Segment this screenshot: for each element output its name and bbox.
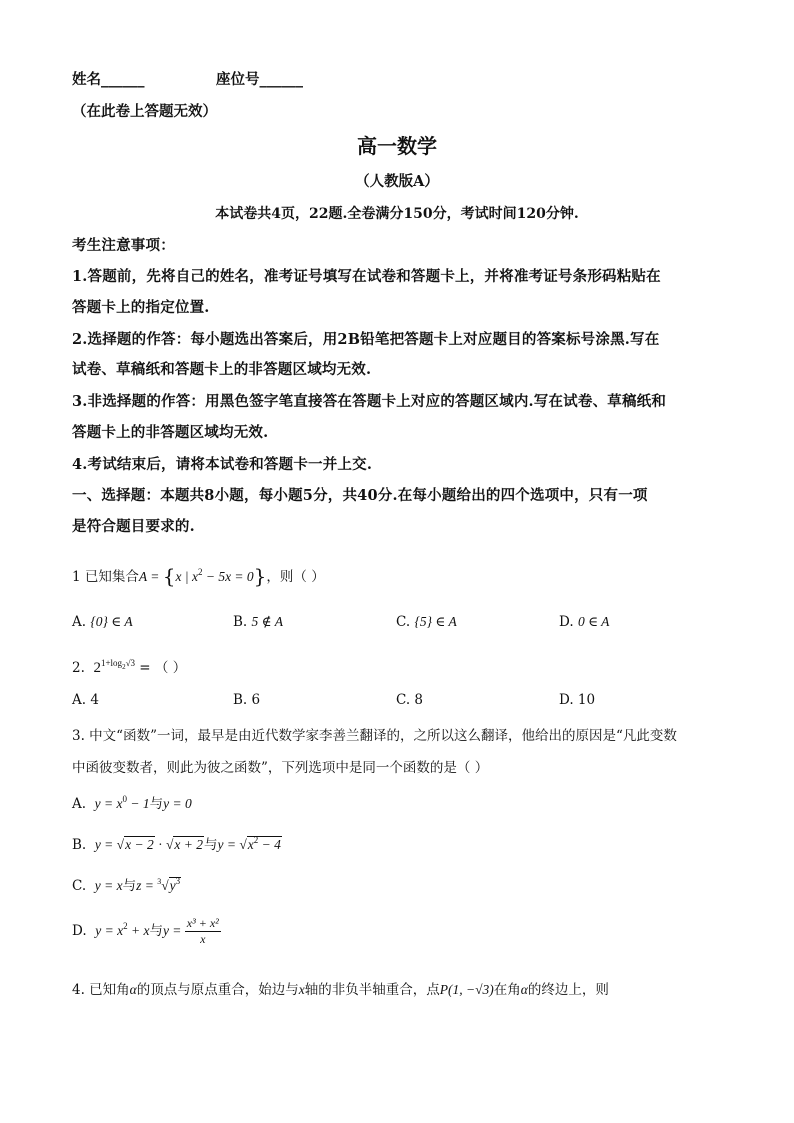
question-2-option-c: C. 8 — [396, 692, 424, 708]
exam-summary: 本试卷共4页，22题.全卷满分150分，考试时间120分钟. — [215, 206, 579, 222]
notice-item-4: 4.考试结束后，请将本试卷和答题卡一并上交. — [72, 456, 373, 473]
invalid-answer-note: （在此卷上答题无效） — [72, 103, 217, 120]
section-1-heading: 一、选择题：本题共8小题，每小题5分，共40分.在每小题给出的四个选项中，只有一项 — [72, 487, 648, 504]
question-3-option-c: C. y = x与$z = ^3√y^3$ — [72, 876, 181, 894]
seat-field-label: 座位号______ — [216, 71, 303, 88]
fraction: $\frac{\text{x³ + x²}}{x}$ — [186, 916, 219, 946]
notice-item-2: 2.选择题的作答：每小题选出答案后，用2B铅笔把答题卡上对应题目的答案标号涂黑.写在 — [72, 331, 660, 348]
question-2-option-a: A. 4 — [72, 692, 99, 708]
question-1-option-d: D. 0 ∈ A — [559, 614, 610, 630]
notice-item-1: 1.答题前，先将自己的姓名，准考证号填写在试卷和答题卡上，并将准考证号条形码粘贴在 — [72, 268, 661, 285]
question-3-option-d: D. $y = x^2 + x$与y = $\frac{\text{x³ + x²}}{x}$ — [72, 916, 219, 946]
notice-item-2-cont: 试卷、草稿纸和答题卡上的非答题区域均无效. — [72, 361, 372, 378]
question-1-option-a: A. {0} ∈ A — [72, 614, 133, 630]
notice-item-1-cont: 答题卡上的指定位置. — [72, 299, 210, 316]
question-3-stem-cont: 中函彼变数者，则此为彼之函数”，下列选项中是同一个函数的是（ ） — [72, 760, 489, 776]
exam-title: 高一数学 — [357, 134, 437, 158]
name-field-label: 姓名______ — [72, 71, 145, 88]
notice-item-3-cont: 答题卡上的非答题区域均无效. — [72, 424, 269, 441]
question-1-stem: 1 已知集合A = {x | $x^2 - 5x = 0$}，则（ ） — [72, 564, 325, 588]
section-1-heading-cont: 是符合题目要求的. — [72, 518, 195, 535]
question-4-stem: 4. 已知角α的顶点与原点重合，始边与x轴的非负半轴重合，点P(1, −√3)在角α的终边上，则 — [72, 982, 609, 998]
question-3-stem: 3. 中文“函数”一词，最早是由近代数学家李善兰翻译的，之所以这么翻译，他给出的原因是“凡此变数 — [72, 728, 677, 744]
question-3-option-a: A. $y = x^0 - 1$与y = 0 — [72, 794, 192, 812]
question-2-stem: 2. $2^{1+log2√3}$ = （ ） — [72, 658, 187, 676]
question-3-option-b: B. y = √x − 2 · √x + 2与$y = √x^2 - 4$ — [72, 835, 281, 853]
notice-item-3: 3.非选择题的作答：用黑色签字笔直接答在答题卡上对应的答题区域内.写在试卷、草稿纸和 — [72, 393, 667, 410]
question-2-option-d: D. 10 — [559, 692, 596, 708]
question-1-option-c: C. {5} ∈ A — [396, 614, 457, 630]
question-1-option-b: B. 5 ∉ A — [233, 614, 284, 630]
question-2-option-b: B. 6 — [233, 692, 261, 708]
exam-edition: （人教版A） — [355, 173, 439, 190]
notice-heading: 考生注意事项： — [72, 237, 175, 254]
